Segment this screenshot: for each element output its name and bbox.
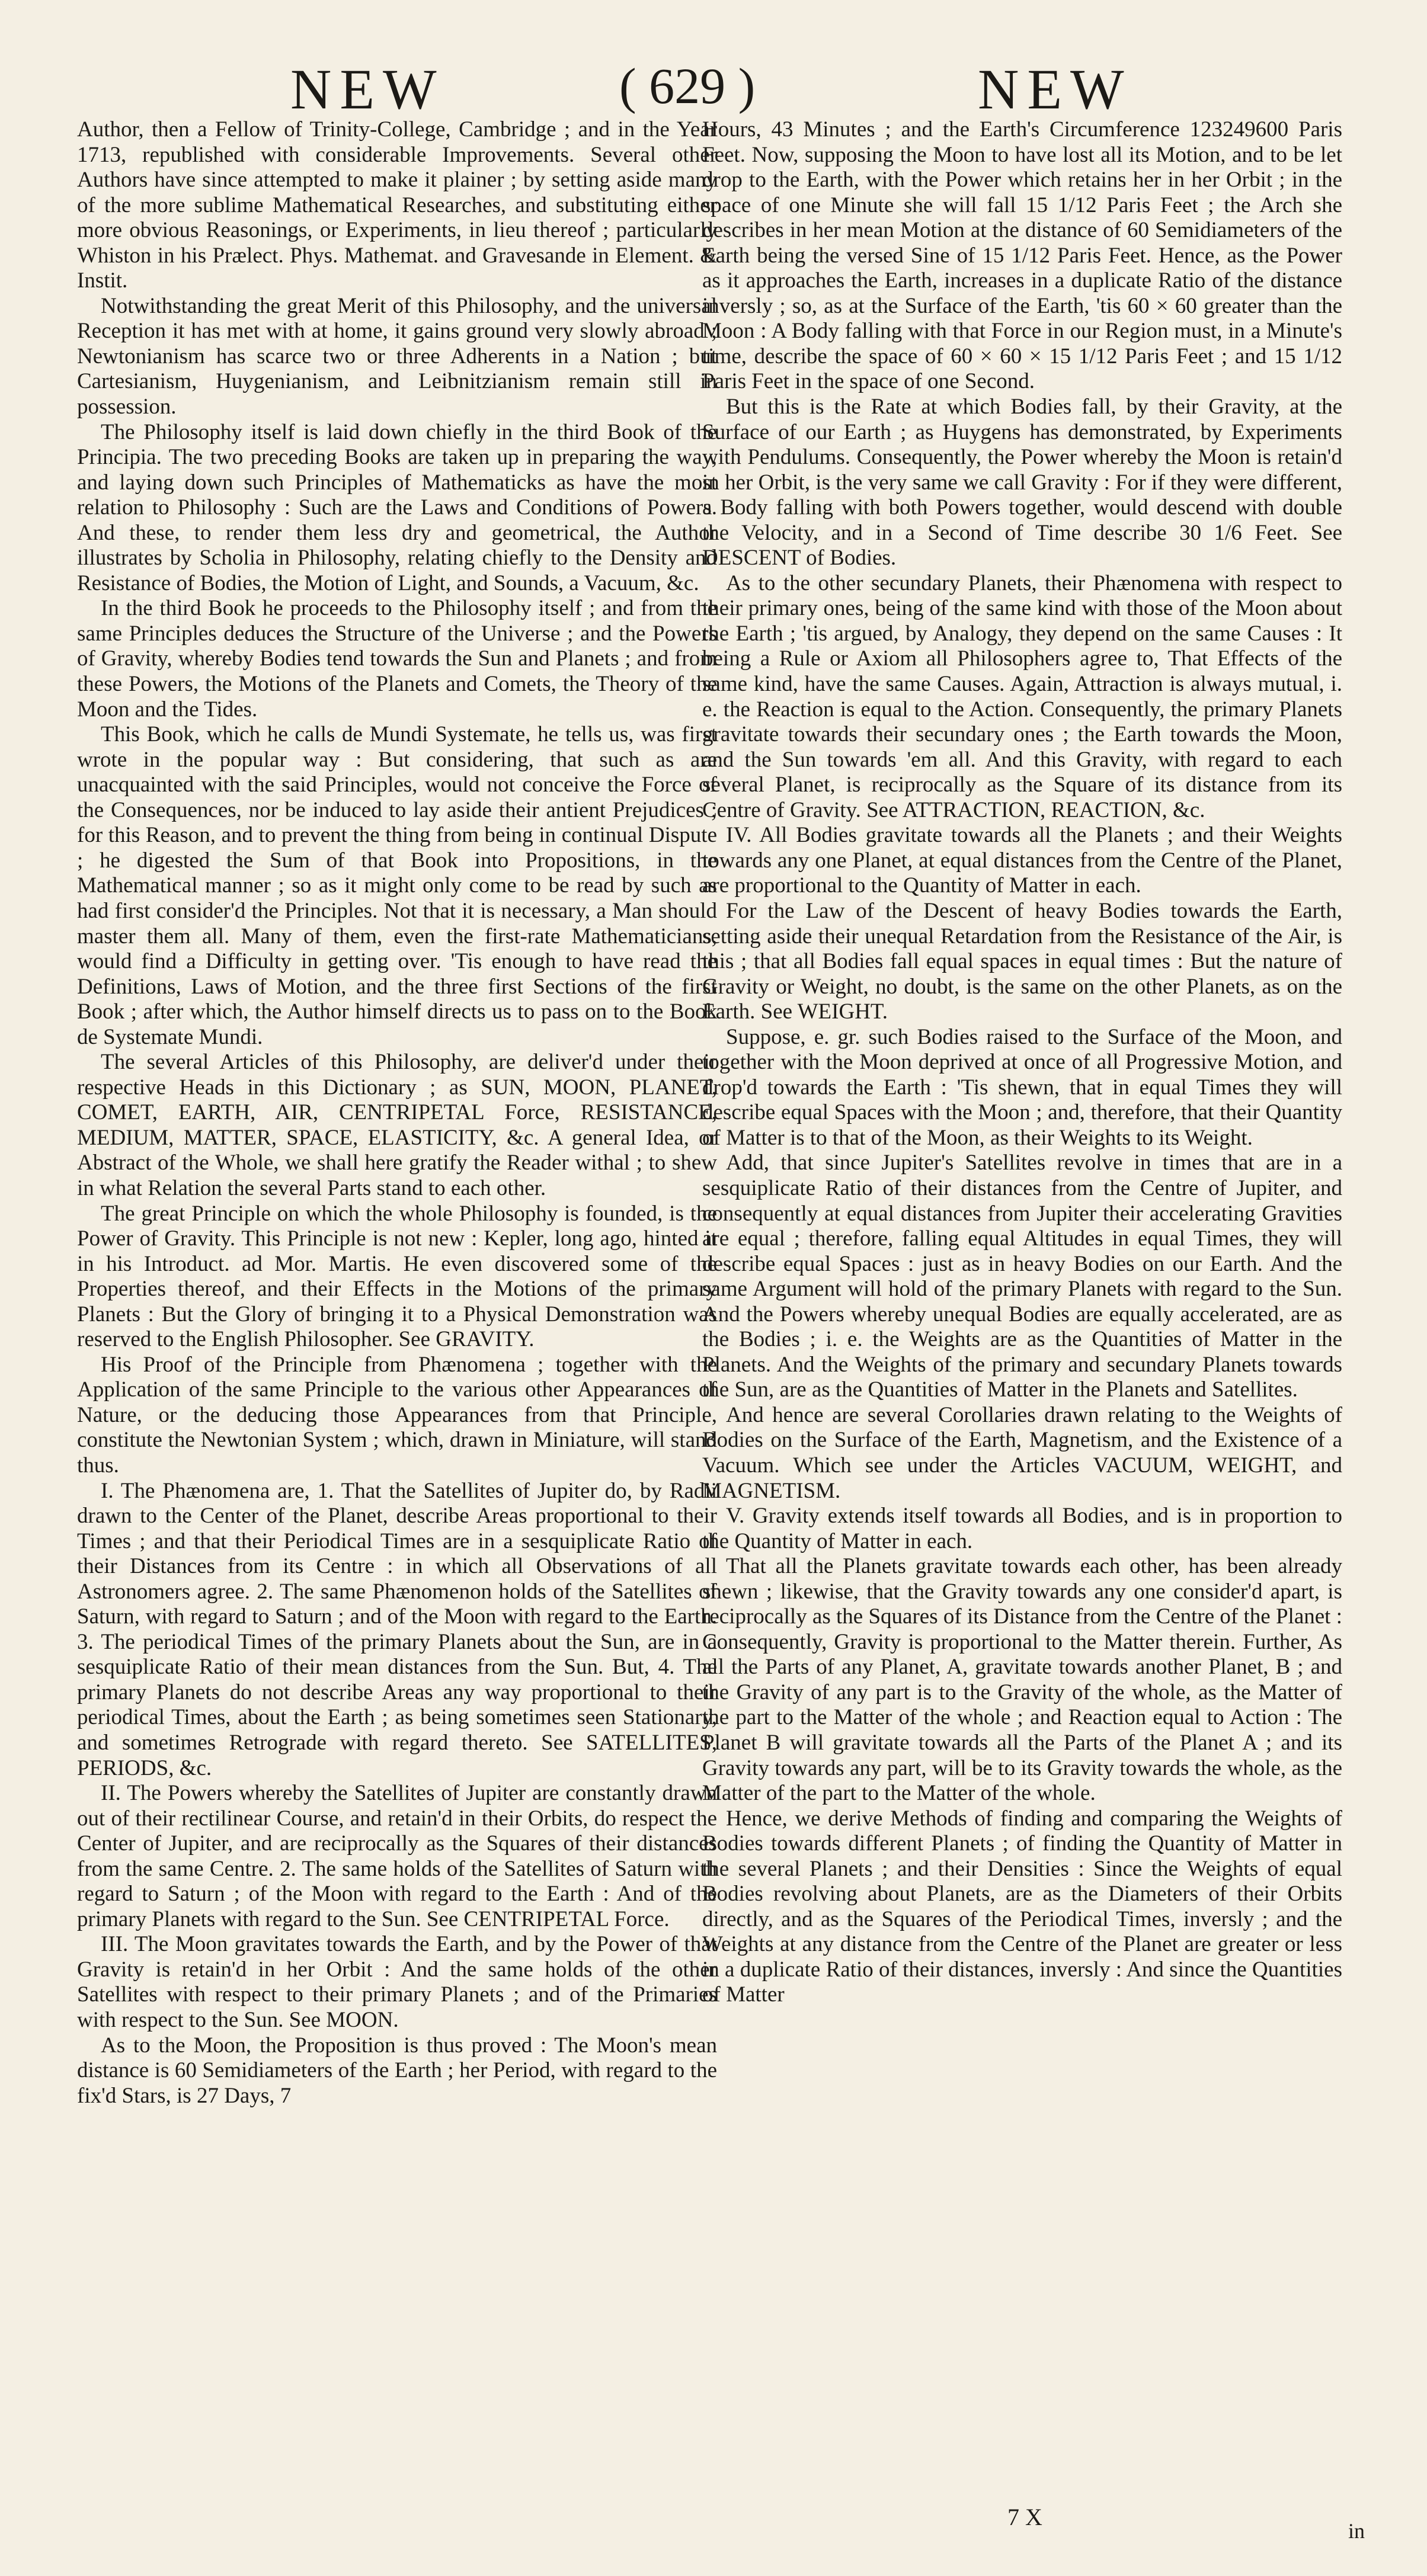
paragraph: As to the Moon, the Proposition is thus proved : The Moon's mean distance is 60 Semidiameters of the Earth ; her Period, with regard to the fix'd Stars, is 27 Days, 7 [77,2033,717,2108]
paragraph: The Philosophy itself is laid down chiefly in the third Book of the Principia. The two preceding Books are taken up in preparing the way, and laying down such Principles of Mathematicks as have the most relation to Philosophy : Such are the Laws and Conditions of Powers. And these, to render them less dry and geometrical, the Author illustrates by Scholia in Philosophy, relating chiefly to the Density and Resistance of Bodies, the Motion of Light, and Sounds, a Vacuum, &c. [77,419,717,595]
running-head [0,56,1427,121]
paragraph: The great Principle on which the whole Philosophy is founded, is the Power of Gravity. This Principle is not new : Kepler, long ago, hinted it in his Introduct. ad Mor. Martis. He even discovered some of the Properties thereof, and their Effects in the Motions of the primary Planets : But the Glory of bringing it to a Physical Demonstration was reserved to the English Philosopher. See GRAVITY. [77,1201,717,1352]
paragraph: Author, then a Fellow of Trinity-College, Cambridge ; and in the Year 1713, republished with considerable Improvements. Several other Authors have since attempted to make it plainer ; by setting aside many of the more sublime Mathematical Researches, and substituting either more obvious Reasonings, or Experiments, in lieu thereof ; particularly Whiston in his Prælect. Phys. Mathemat. and Gravesande in Element. & Instit. [77,117,717,293]
signature-mark: 7 X [1007,2504,1042,2530]
paragraph: Hence, we derive Methods of finding and comparing the Weights of Bodies towards different Planets ; of finding the Quantity of Matter in the several Planets ; and their Densities : Since the Weights of equal Bodies revolving about Planets, are as the Diameters of their Orbits directly, and as the Squares of the Periodical Times, inversly ; and the Weights at any distance from the Centre of the Planet are greater or less in a duplicate Ratio of their distances, inversly : And since the Quantities of Matter [702,1806,1342,2007]
paragraph: Hours, 43 Minutes ; and the Earth's Circumference 123249600 Paris Feet. Now, supposing the Moon to have lost all its Motion, and to be let drop to the Earth, with the Power which retains her in her Orbit ; in the space of one Minute she will fall 15 1/12 Paris Feet ; the Arch she describes in her mean Motion at the distance of 60 Semidiameters of the Earth being the versed Sine of 15 1/12 Paris Feet. Hence, as the Power as it approaches the Earth, increases in a duplicate Ratio of the distance inversly ; so, as at the Surface of the Earth, 'tis 60 × 60 greater than the Moon : A Body falling with that Force in our Region must, in a Minute's time, describe the space of 60 × 60 × 15 1/12 Paris Feet ; and 15 1/12 Paris Feet in the space of one Second. [702,117,1342,394]
paragraph: I. The Phænomena are, 1. That the Satellites of Jupiter do, by Radii drawn to the Center of the Planet, describe Areas proportional to their Times ; and that their Periodical Times are in a sesquiplicate Ratio of their Distances from its Centre : in which all Observations of all Astronomers agree. 2. The same Phænomenon holds of the Satellites of Saturn, with regard to Saturn ; and of the Moon with regard to the Earth. 3. The periodical Times of the primary Planets about the Sun, are in a sesquiplicate Ratio of their mean distances from the Sun. But, 4. The primary Planets do not describe Areas any way proportional to their periodical Times, about the Earth ; as being sometimes seen Stationary, and sometimes Retrograde with regard thereto. See SATELLITES, PERIODS, &c. [77,1478,717,1780]
running-head-left: NEW [290,57,445,121]
paragraph: Add, that since Jupiter's Satellites revolve in times that are in a sesquiplicate Ratio of their distances from the Centre of Jupiter, and consequently at equal distances from Jupiter their accelerating Gravities are equal ; therefore, falling equal Altitudes in equal Times, they will describe equal Spaces : just as in heavy Bodies on our Earth. And the same Argument will hold of the primary Planets with regard to the Sun. And the Powers whereby unequal Bodies are equally accelerated, are as the Bodies ; i. e. the Weights are as the Quantities of Matter in the Planets. And the Weights of the primary and secundary Planets towards the Sun, are as the Quantities of Matter in the Planets and Satellites. [702,1151,1342,1402]
page-number: ( 629 ) [619,57,756,114]
paragraph: In the third Book he proceeds to the Philosophy itself ; and from the same Principles deduces the Structure of the Universe ; and the Powers of Gravity, whereby Bodies tend towards the Sun and Planets ; and from these Powers, the Motions of the Planets and Comets, the Theory of the Moon and the Tides. [77,596,717,722]
paragraph: But this is the Rate at which Bodies fall, by their Gravity, at the Surface of our Earth ; as Huygens has demonstrated, by Experiments with Pendulums. Consequently, the Power whereby the Moon is retain'd in her Orbit, is the very same we call Gravity : For if they were different, a Body falling with both Powers together, would descend with double the Velocity, and in a Second of Time describe 30 1/6 Feet. See DESCENT of Bodies. [702,395,1342,571]
paragraph: And hence are several Corollaries drawn relating to the Weights of Bodies on the Surface of the Earth, Magnetism, and the Existence of a Vacuum. Which see under the Articles VACUUM, WEIGHT, and MAGNETISM. [702,1402,1342,1503]
paragraph: II. The Powers whereby the Satellites of Jupiter are constantly drawn out of their rectilinear Course, and retain'd in their Orbits, do respect the Center of Jupiter, and are reciprocally as the Squares of their distances from the same Centre. 2. The same holds of the Satellites of Saturn with regard to Saturn ; of the Moon with regard to the Earth : And of the primary Planets with regard to the Sun. See CENTRIPETAL Force. [77,1781,717,1931]
paragraph: As to the other secundary Planets, their Phænomena with respect to their primary ones, being of the same kind with those of the Moon about the Earth ; 'tis argued, by Analogy, they depend on the same Causes : It being a Rule or Axiom all Philosophers agree to, That Effects of the same kind, have the same Causes. Again, Attraction is always mutual, i. e. the Reaction is equal to the Action. Consequently, the primary Planets gravitate towards their secundary ones ; the Earth towards the Moon, and the Sun towards 'em all. And this Gravity, with regard to each several Planet, is reciprocally as the Square of its distance from its Centre of Gravity. See ATTRACTION, REACTION, &c. [702,571,1342,822]
paragraph: III. The Moon gravitates towards the Earth, and by the Power of that Gravity is retain'd in her Orbit : And the same holds of the other Satellites with respect to their primary Planets ; and of the Primaries with respect to the Sun. See MOON. [77,1932,717,2033]
running-head-right: NEW [978,57,1132,121]
page-footer [0,2503,1427,2551]
paragraph: That all the Planets gravitate towards each other, has been already shewn ; likewise, that the Gravity towards any one consider'd apart, is reciprocally as the Squares of its Distance from the Centre of the Planet : Consequently, Gravity is proportional to the Matter therein. Further, As all the Parts of any Planet, A, gravitate towards another Planet, B ; and the Gravity of any part is to the Gravity of the whole, as the Matter of the part to the Matter of the whole ; and Reaction equal to Action : The Planet B will gravitate towards all the Parts of the Planet A ; and its Gravity towards any part, will be to its Gravity towards the whole, as the Matter of the part to the Matter of the whole. [702,1554,1342,1806]
catchword: in [1348,2519,1365,2543]
paragraph: This Book, which he calls de Mundi Systemate, he tells us, was first wrote in the popular way : But considering, that such as are unacquainted with the said Principles, would not conceive the Force of the Consequences, nor be induced to lay aside their antient Prejudices ; for this Reason, and to prevent the thing from being in continual Dispute ; he digested the Sum of that Book into Propositions, in the Mathematical manner ; so as it might only come to be read by such as had first consider'd the Principles. Not that it is necessary, a Man should master them all. Many of them, even the first-rate Mathematicians, would find a Difficulty in getting over. 'Tis enough to have read the Definitions, Laws of Motion, and the three first Sections of the first Book ; after which, the Author himself directs us to pass on to the Book de Systemate Mundi. [77,722,717,1049]
paragraph: V. Gravity extends itself towards all Bodies, and is in proportion to the Quantity of Matter in each. [702,1504,1342,1553]
paragraph: Suppose, e. gr. such Bodies raised to the Surface of the Moon, and together with the Moon deprived at once of all Progressive Motion, and drop'd towards the Earth : 'Tis shewn, that in equal Times they will describe equal Spaces with the Moon ; and, therefore, that their Quantity of Matter is to that of the Moon, as their Weights to its Weight. [702,1024,1342,1150]
paragraph: Notwithstanding the great Merit of this Philosophy, and the universal Reception it has met with at home, it gains ground very slowly abroad ; Newtonianism has scarce two or three Adherents in a Nation ; but Cartesianism, Huygenianism, and Leibnitzianism remain still in possession. [77,293,717,419]
paragraph: IV. All Bodies gravitate towards all the Planets ; and their Weights towards any one Planet, at equal distances from the Centre of the Planet, are proportional to the Quantity of Matter in each. [702,823,1342,898]
paragraph: His Proof of the Principle from Phænomena ; together with the Application of the same Principle to the various other Appearances of Nature, or the deducing those Appearances from that Principle, constitute the Newtonian System ; which, drawn in Miniature, will stand thus. [77,1352,717,1478]
paragraph: For the Law of the Descent of heavy Bodies towards the Earth, setting aside their unequal Retardation from the Resistance of the Air, is this ; that all Bodies fall equal spaces in equal times : But the nature of Gravity or Weight, no doubt, is the same on the other Planets, as on the Earth. See WEIGHT. [702,898,1342,1024]
left-column [77,117,717,2109]
right-column [702,117,1342,2008]
paragraph: The several Articles of this Philosophy, are deliver'd under their respective Heads in this Dictionary ; as SUN, MOON, PLANET, COMET, EARTH, AIR, CENTRIPETAL Force, RESISTANCE, MEDIUM, MATTER, SPACE, ELASTICITY, &c. A general Idea, or Abstract of the Whole, we shall here gratify the Reader withal ; to shew in what Relation the several Parts stand to each other. [77,1050,717,1200]
